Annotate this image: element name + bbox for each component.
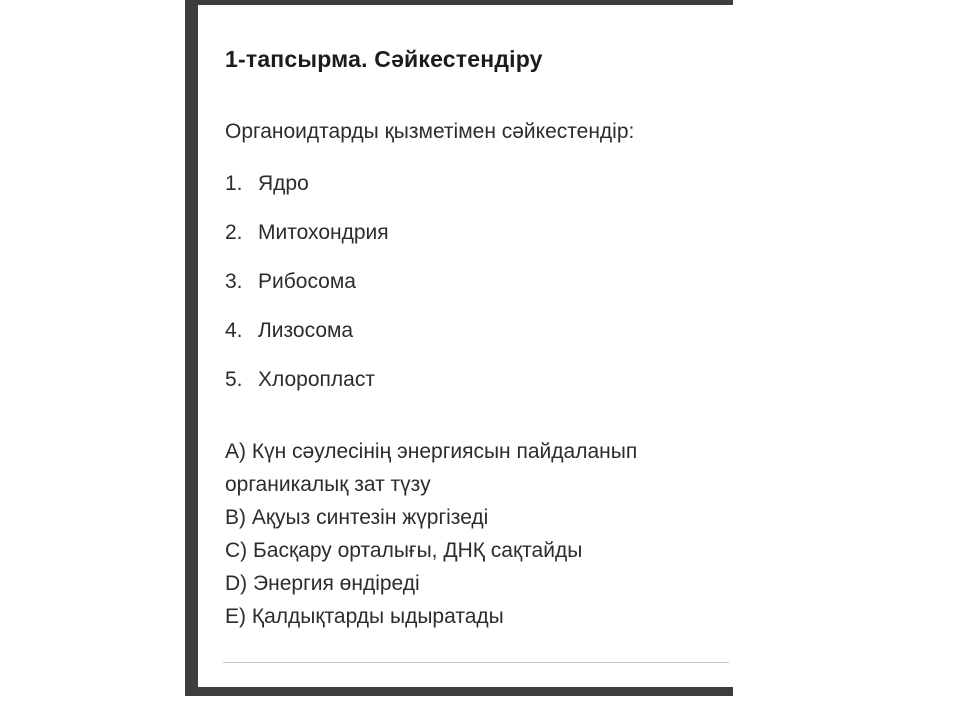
task-title: 1-тапсырма. Сәйкестендіру [225, 46, 543, 72]
answer-option [225, 501, 707, 534]
answer-option [225, 534, 707, 567]
bottom-divider [223, 662, 729, 663]
task-instruction: Органоидтарды қызметімен сәйкестендір: [225, 120, 635, 143]
list-item-number: 3. [225, 270, 243, 293]
answer-option [225, 435, 707, 501]
list-item [225, 368, 707, 392]
list-item-number: 1. [225, 172, 243, 195]
option-text: Басқару орталығы, ДНҚ сақтайды [253, 539, 583, 562]
option-text: Ақуыз синтезін жүргізеді [251, 506, 489, 529]
list-item-number: 2. [225, 221, 243, 244]
list-item [225, 319, 707, 343]
list-item-label: Хлоропласт [258, 368, 375, 391]
option-letter: A) [225, 440, 246, 463]
worksheet-content [198, 5, 733, 663]
answer-option [225, 600, 707, 633]
option-letter: E) [225, 605, 246, 628]
list-item-number: 4. [225, 319, 243, 342]
answer-options [225, 435, 707, 633]
option-letter: C) [225, 539, 248, 562]
worksheet-panel [185, 0, 733, 696]
option-text: Қалдықтарды ыдыратады [251, 605, 504, 628]
list-item-label: Митохондрия [258, 221, 389, 244]
list-item [225, 221, 707, 245]
list-item [225, 270, 707, 294]
list-item-label: Лизосома [258, 319, 354, 342]
list-item-label: Ядро [258, 172, 309, 195]
option-text: Энергия өндіреді [253, 572, 420, 595]
option-text: Күн сәулесінің энергиясын пайдаланып органикалық зат түзу [225, 440, 638, 496]
organelle-list [225, 172, 707, 392]
answer-option [225, 567, 707, 600]
option-letter: D) [225, 572, 248, 595]
list-item [225, 172, 707, 196]
list-item-label: Рибосома [258, 270, 356, 293]
option-letter: B) [225, 506, 246, 529]
list-item-number: 5. [225, 368, 243, 391]
